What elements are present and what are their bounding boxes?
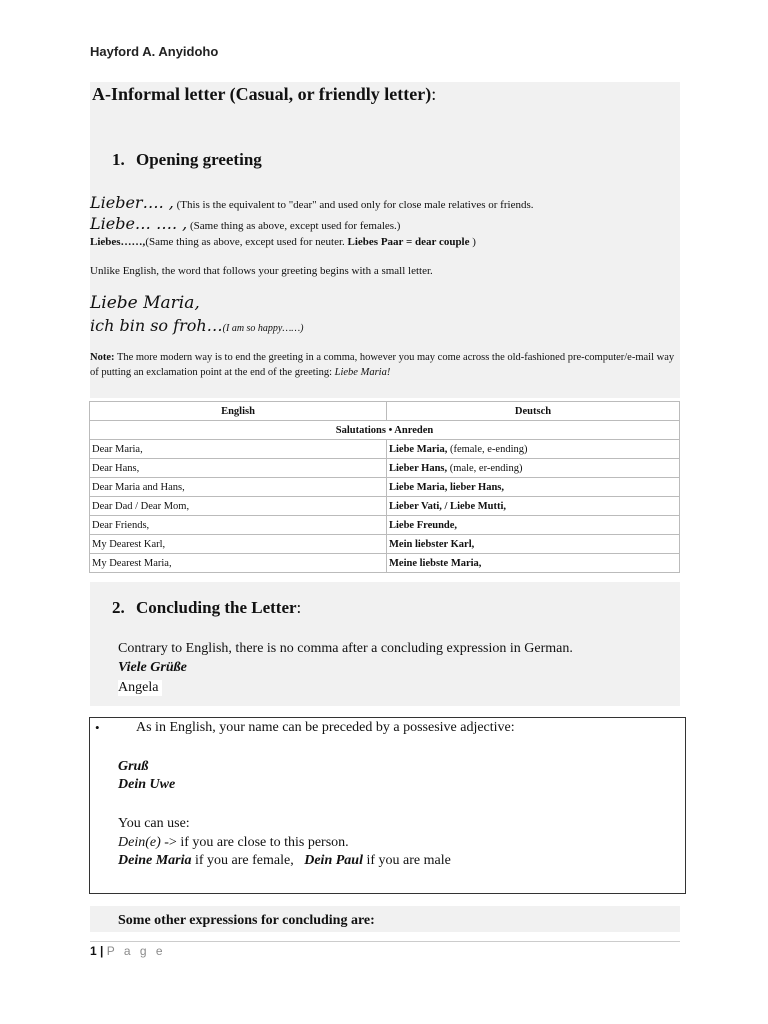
deutsch-cell: Lieber Hans, (male, er-ending) [387,459,680,478]
english-cell: My Dearest Maria, [90,554,387,573]
deutsch-cell: Liebe Maria, lieber Hans, [387,478,680,497]
note-paragraph: Note: The more modern way is to end the greeting in a comma, however you may come across the old-fashioned pre-computer/e-mail way of putting an exclamation point at the end of the greeting: Liebe Maria! [90,352,675,378]
greeting-liebe: Liebe… …. , (Same thing as above, except used for females.) [90,214,401,233]
table-row [90,497,680,516]
author-name: Hayford A. Anyidoho [90,44,219,59]
table-row [90,459,680,478]
table-row [90,554,680,573]
deutsch-cell: Lieber Vati, / Liebe Mutti, [387,497,680,516]
page-footer: 1 | P a g e [90,944,166,958]
footer-divider [90,941,680,942]
table-merged-row [90,421,680,440]
concluding-name: Angela [118,680,162,696]
box-intro-text: As in English, your name can be preceded by a possesive adjective: [136,720,515,735]
deutsch-cell: Meine liebste Maria, [387,554,680,573]
deutsch-cell: Mein liebster Karl, [387,535,680,554]
table-row [90,516,680,535]
column-header-english: English [90,402,387,421]
page-title: A-Informal letter (Casual, or friendly letter): [92,84,437,104]
example-greeting: Liebe Maria, [90,293,200,313]
concluding-explanation: Contrary to English, there is no comma after a concluding expression in German. [118,641,573,656]
table-row [90,478,680,497]
example-body: ich bin so froh…(I am so happy……) [90,316,304,335]
english-cell: Dear Maria and Hans, [90,478,387,497]
box-you-can-use: You can use: [118,816,190,831]
table-row [90,440,680,459]
table-row [90,535,680,554]
box-dein-line: Dein(e) -> if you are close to this person. [118,835,349,850]
greeting-lieber: Lieber…. , (This is the equivalent to "dear" and used only for close male relatives or friends. [90,193,534,212]
english-cell: Dear Dad / Dear Mom, [90,497,387,516]
salutations-table [89,401,680,573]
greeting-liebes: Liebes……,(Same thing as above, except used for neuter. Liebes Paar = dear couple ) [90,236,476,248]
box-example-gruss: Gruß [118,759,149,774]
english-cell: Dear Maria, [90,440,387,459]
section-heading-concluding: 2. Concluding the Letter: [112,598,302,617]
box-example-dein-uwe: Dein Uwe [118,777,176,792]
bullet-icon: • [95,720,100,735]
concluding-phrase: Viele Grüße [118,660,187,675]
salutations-label: Salutations • Anreden [90,421,680,440]
deutsch-cell: Liebe Maria, (female, e-ending) [387,440,680,459]
table-header-row [90,402,680,421]
english-cell: Dear Friends, [90,516,387,535]
english-cell: My Dearest Karl, [90,535,387,554]
other-expressions-heading: Some other expressions for concluding are: [118,913,375,928]
column-header-deutsch: Deutsch [387,402,680,421]
english-cell: Dear Hans, [90,459,387,478]
section-heading-opening-greeting: 1. Opening greeting [112,150,262,169]
box-deine-maria-line: Deine Maria if you are female, Dein Paul if you are male [118,853,451,868]
unlike-english-text: Unlike English, the word that follows your greeting begins with a small letter. [90,265,433,277]
deutsch-cell: Liebe Freunde, [387,516,680,535]
